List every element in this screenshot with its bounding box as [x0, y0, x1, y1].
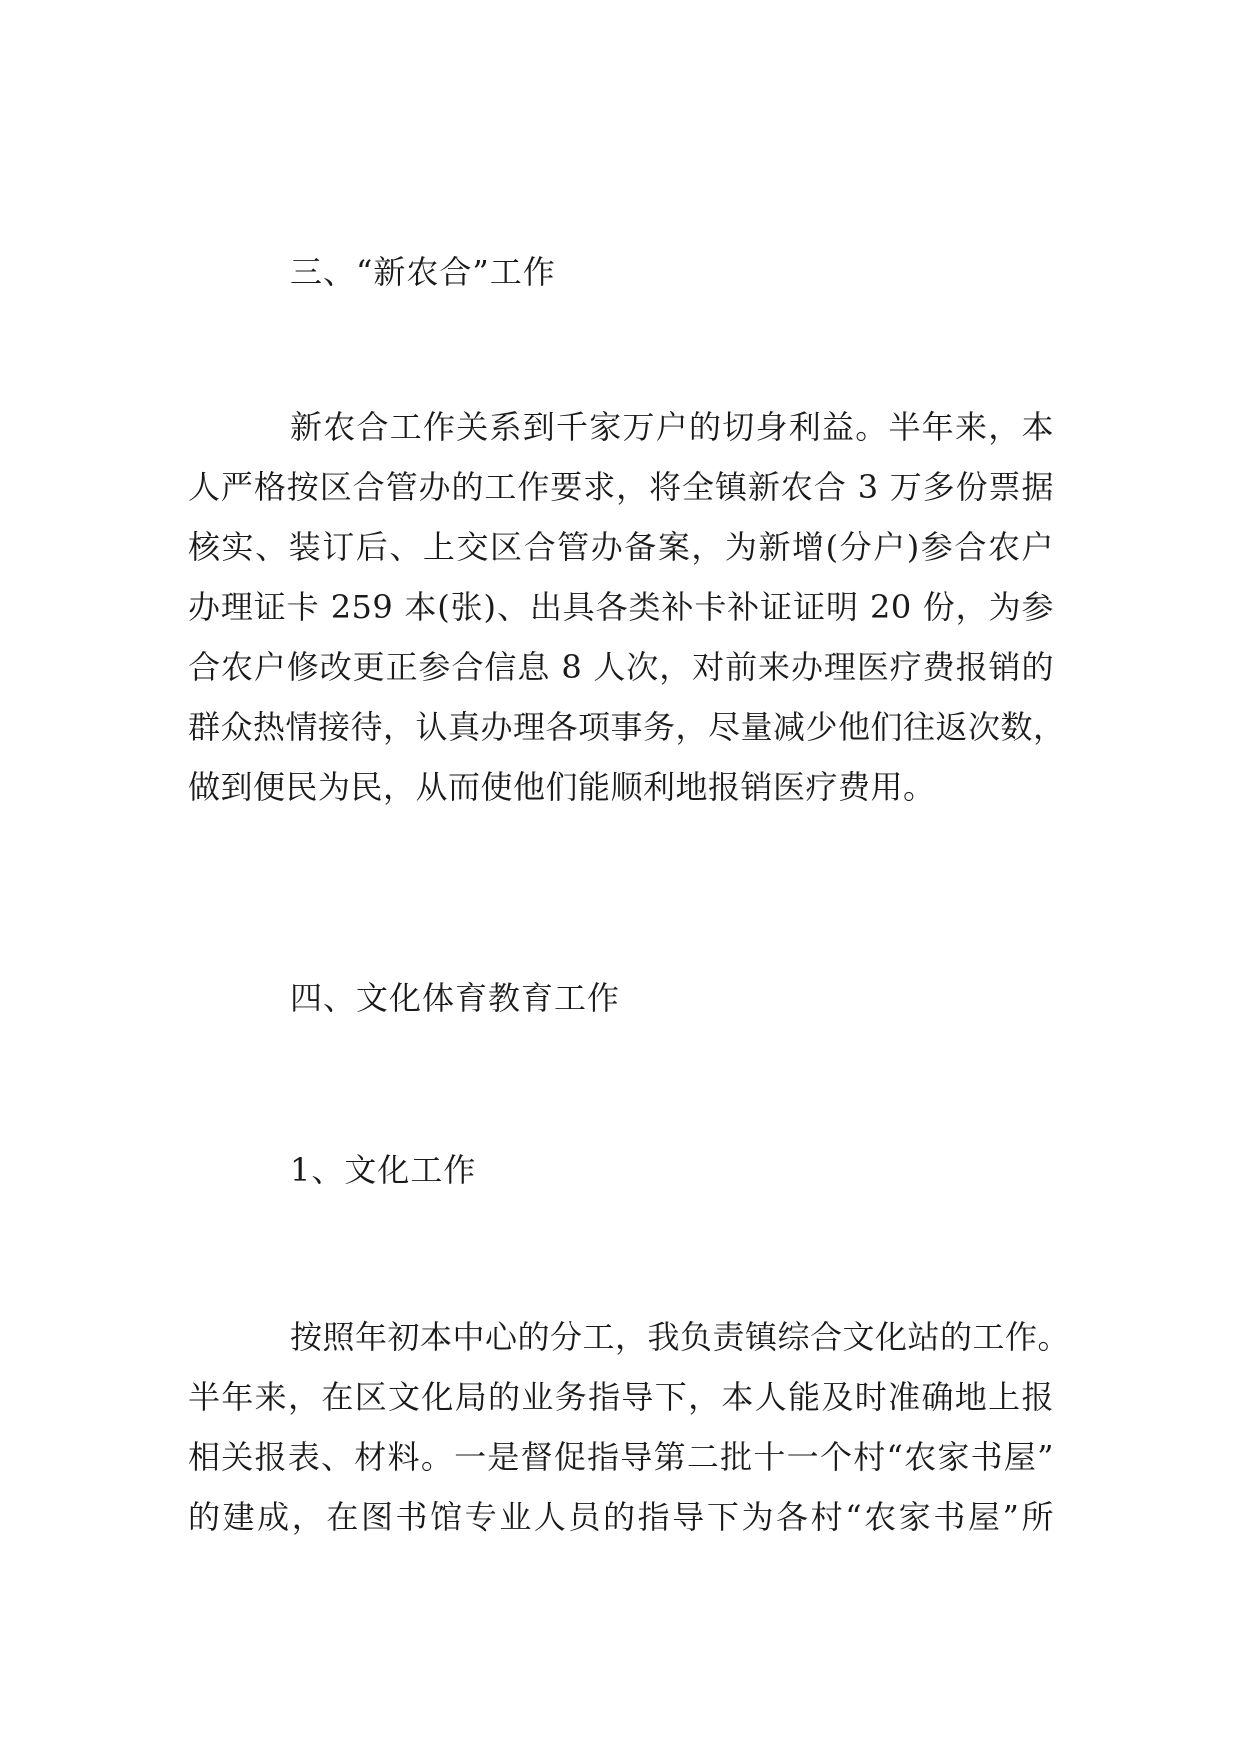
section-heading-culture-sports-education: 四、文化体育教育工作 [290, 979, 621, 1017]
paragraph-culture [188, 1307, 1071, 1547]
paragraph-line: 核实、装订后、上交区合管办备案，为新增(分户)参合农户 [188, 528, 1054, 566]
paragraph-line: 办理证卡 259 本(张)、出具各类补卡补证证明 20 份，为参 [188, 588, 1054, 626]
section-heading-xinnonghe: 三、“新农合”工作 [290, 253, 556, 291]
subsection-heading-culture: 1、文化工作 [290, 1151, 477, 1189]
paragraph-line: 人严格按区合管办的工作要求，将全镇新农合 3 万多份票据 [188, 468, 1054, 506]
paragraph-line: 合农户修改更正参合信息 8 人次，对前来办理医疗费报销的 [188, 648, 1054, 686]
paragraph-line: 做到便民为民，从而使他们能顺利地报销医疗费用。 [188, 768, 936, 806]
paragraph-line: 半年来，在区文化局的业务指导下，本人能及时准确地上报 [188, 1378, 1054, 1416]
paragraph-line: 群众热情接待，认真办理各项事务，尽量减少他们往返次数， [188, 708, 1066, 746]
paragraph-line: 的建成，在图书馆专业人员的指导下为各村“农家书屋”所 [188, 1498, 1054, 1536]
paragraph-xinnonghe [188, 397, 1066, 817]
paragraph-line: 新农合工作关系到千家万户的切身利益。半年来，本 [290, 408, 1054, 446]
paragraph-line: 按照年初本中心的分工，我负责镇综合文化站的工作。 [290, 1318, 1071, 1356]
paragraph-line: 相关报表、材料。一是督促指导第二批十一个村“农家书屋” [188, 1438, 1054, 1476]
